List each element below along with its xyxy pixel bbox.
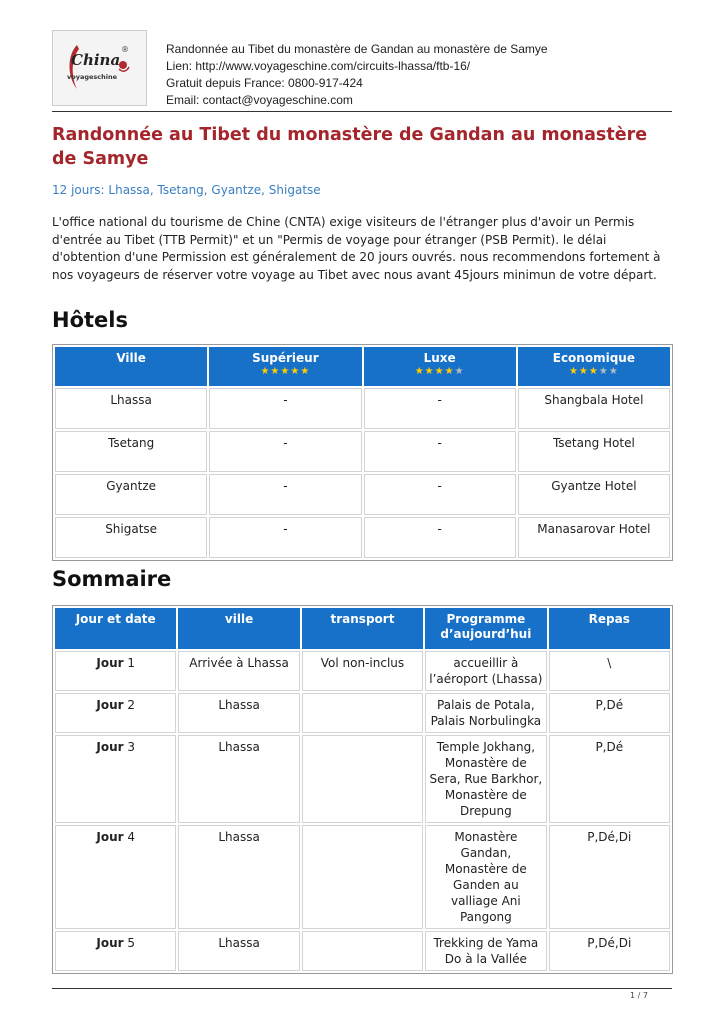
city-cell: Lhassa [178, 693, 299, 733]
col-city: ville [178, 608, 299, 649]
hotel-city: Gyantze [55, 474, 207, 515]
hotel-luxury: - [364, 474, 516, 515]
day-cell [55, 931, 176, 971]
meals-cell: \ [549, 651, 670, 691]
star-filled-icon: ★ [424, 366, 435, 377]
col-transport: transport [302, 608, 423, 649]
program-cell: Temple Jokhang, Monastère de Sera, Rue Barkhor, Monastère de Drepung [425, 735, 546, 823]
hotels-heading: Hôtels [52, 308, 128, 332]
hotels-col-superieur [209, 347, 361, 386]
logo-subtext: voyageschine [67, 73, 118, 81]
header-divider [52, 111, 672, 112]
hotels-col-ville [55, 347, 207, 386]
table-row [55, 735, 670, 823]
hotel-economy: Tsetang Hotel [518, 431, 670, 472]
header-title: Randonnée au Tibet du monastère de Gandan au monastère de Samye [166, 42, 548, 56]
star-filled-icon: ★ [414, 366, 425, 377]
company-logo [52, 30, 147, 106]
hotel-luxury: - [364, 517, 516, 558]
column-label: Luxe [423, 351, 456, 365]
day-cell [55, 693, 176, 733]
star-empty-icon: ★ [454, 366, 465, 377]
meals-cell: P,Dé,Di [549, 931, 670, 971]
table-row [55, 517, 670, 558]
day-number: 1 [127, 656, 136, 670]
transport-cell [302, 735, 423, 823]
footer-divider [52, 988, 672, 989]
column-label: Economique [552, 351, 635, 365]
table-row [55, 693, 670, 733]
star-filled-icon: ★ [280, 366, 291, 377]
city-cell: Lhassa [178, 825, 299, 929]
column-label: Supérieur [252, 351, 319, 365]
star-empty-icon: ★ [598, 366, 609, 377]
summary-table [52, 605, 673, 974]
hotel-luxury: - [364, 388, 516, 429]
day-number: 5 [127, 936, 136, 950]
hotel-superior: - [209, 517, 361, 558]
hotel-economy: Manasarovar Hotel [518, 517, 670, 558]
summary-heading: Sommaire [52, 567, 172, 591]
program-cell: Monastère Gandan, Monastère de Ganden au valliage Ani Pangong [425, 825, 546, 929]
transport-cell [302, 693, 423, 733]
hotel-city: Lhassa [55, 388, 207, 429]
star-filled-icon: ★ [290, 366, 301, 377]
star-rating [521, 366, 667, 378]
hotels-table [52, 344, 673, 561]
day-number: 3 [127, 740, 136, 754]
day-cell [55, 825, 176, 929]
hotel-economy: Shangbala Hotel [518, 388, 670, 429]
hotel-city: Shigatse [55, 517, 207, 558]
star-filled-icon: ★ [444, 366, 455, 377]
header-link[interactable]: Lien: http://www.voyageschine.com/circuits-lhassa/ftb-16/ [166, 59, 471, 73]
col-meals: Repas [549, 608, 670, 649]
day-cell [55, 651, 176, 691]
star-filled-icon: ★ [434, 366, 445, 377]
hotels-col-economique [518, 347, 670, 386]
program-cell: accueillir à l’aéroport (Lhassa) [425, 651, 546, 691]
col-day: Jour et date [55, 608, 176, 649]
meals-cell: P,Dé,Di [549, 825, 670, 929]
table-row [55, 388, 670, 429]
star-filled-icon: ★ [300, 366, 311, 377]
star-filled-icon: ★ [260, 366, 271, 377]
day-number: 2 [127, 698, 136, 712]
transport-cell [302, 931, 423, 971]
star-filled-icon: ★ [270, 366, 281, 377]
transport-cell: Vol non-inclus [302, 651, 423, 691]
day-cell [55, 735, 176, 823]
hotel-superior: - [209, 388, 361, 429]
meals-cell: P,Dé [549, 693, 670, 733]
header-phone: Gratuit depuis France: 0800-917-424 [166, 76, 363, 90]
city-cell: Lhassa [178, 735, 299, 823]
program-cell: Palais de Potala, Palais Norbulingka [425, 693, 546, 733]
hotel-luxury: - [364, 431, 516, 472]
city-cell: Arrivée à Lhassa [178, 651, 299, 691]
intro-paragraph: L'office national du tourisme de Chine (CNTA) exige visiteurs de l'étranger plus d'avoir un Permis d'entrée au Tibet (TTB Permit)" et un "Permis de voyage pour étranger (PSB Permit). le délai d'obtention d'une Permission est généralement de 20 jours ouvrés. nous recommendons fortement à nos voyageurs de réserver votre voyage au Tibet avec nous avant 45jours minimun de votre départ. [52, 215, 661, 282]
summary-header-row [55, 608, 670, 649]
document-header [52, 30, 672, 112]
day-label: Jour [96, 830, 124, 844]
column-label: Ville [116, 351, 146, 365]
table-row [55, 431, 670, 472]
star-rating [212, 366, 358, 378]
hotels-col-luxe [364, 347, 516, 386]
hotels-header-row [55, 347, 670, 386]
hotel-economy: Gyantze Hotel [518, 474, 670, 515]
day-label: Jour [96, 936, 124, 950]
day-label: Jour [96, 698, 124, 712]
registered-mark: ® [121, 45, 129, 54]
star-rating [367, 366, 513, 378]
transport-cell [302, 825, 423, 929]
table-row [55, 651, 670, 691]
table-row [55, 474, 670, 515]
star-empty-icon: ★ [608, 366, 619, 377]
table-row [55, 931, 670, 971]
page-title: Randonnée au Tibet du monastère de Gandan au monastère de Samye [52, 125, 648, 169]
tour-subtitle: 12 jours: Lhassa, Tsetang, Gyantze, Shigatse [52, 183, 321, 197]
header-info [166, 41, 548, 109]
hotel-superior: - [209, 431, 361, 472]
star-filled-icon: ★ [588, 366, 599, 377]
logo-word: China [71, 51, 121, 69]
program-cell: Trekking de Yama Do à la Vallée [425, 931, 546, 971]
header-email[interactable]: Email: contact@voyageschine.com [166, 93, 353, 107]
city-cell: Lhassa [178, 931, 299, 971]
meals-cell: P,Dé [549, 735, 670, 823]
star-filled-icon: ★ [578, 366, 589, 377]
hotel-city: Tsetang [55, 431, 207, 472]
day-label: Jour [96, 656, 124, 670]
col-program: Programme d’aujourd’hui [425, 608, 546, 649]
day-number: 4 [127, 830, 136, 844]
table-row [55, 825, 670, 929]
hotel-superior: - [209, 474, 361, 515]
day-label: Jour [96, 740, 124, 754]
page-number: 1 / 7 [630, 991, 648, 1000]
star-filled-icon: ★ [568, 366, 579, 377]
